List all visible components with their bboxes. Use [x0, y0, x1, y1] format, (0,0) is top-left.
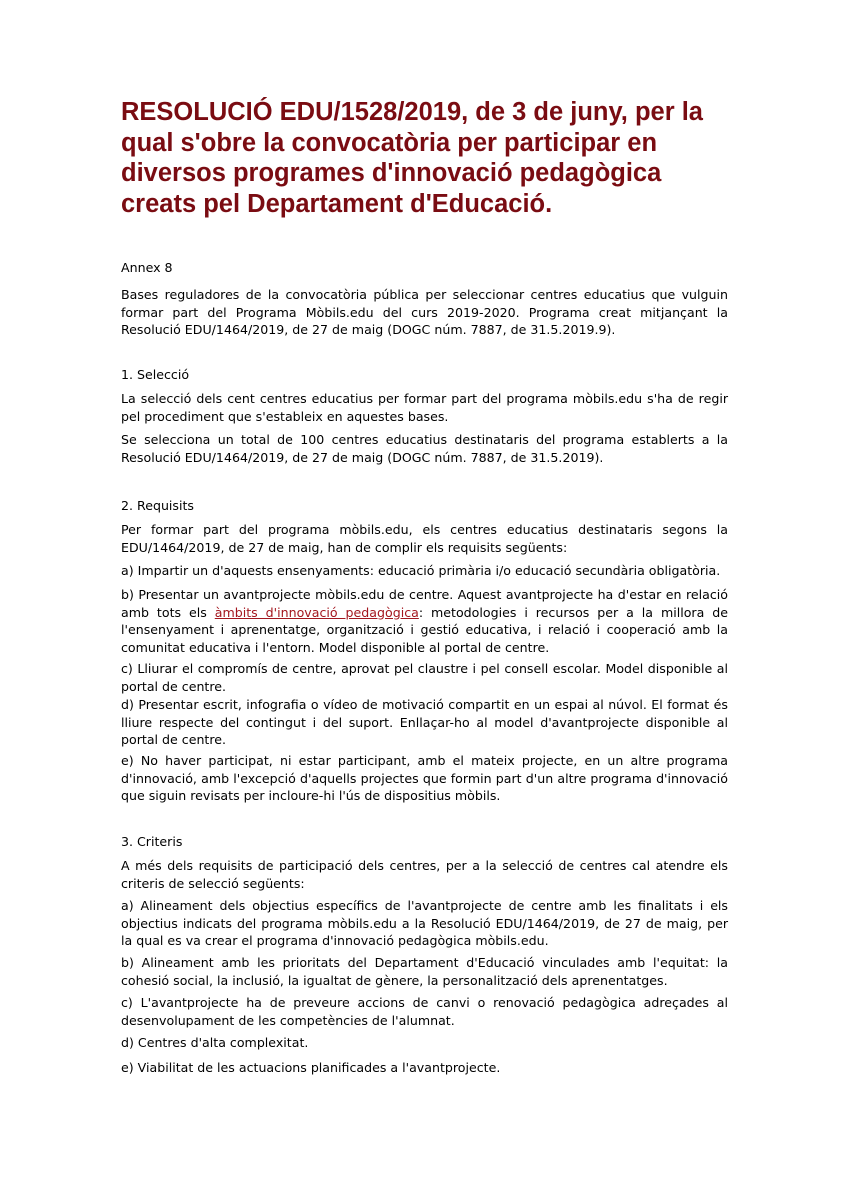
list-item: c) Lliurar el compromís de centre, aprovat pel claustre i pel consell escolar. Model disponible al portal de centre. [121, 661, 728, 694]
paragraph: A més dels requisits de participació dels centres, per a la selecció de centres cal atendre els criteris de selecció següents: [121, 858, 728, 891]
list-item: d) Presentar escrit, infografia o vídeo de motivació compartit en un espai al núvol. El format és lliure respecte del contingut i del suport. Enllaçar-ho al model d'avantprojecte disponible al portal de centre. [121, 697, 728, 748]
page-title: RESOLUCIÓ EDU/1528/2019, de 3 de juny, per la qual s'obre la convocatòria per participar en diversos programes d'innovació pedagògica creats pel Departament d'Educació. [121, 98, 703, 218]
paragraph: La selecció dels cent centres educatius per formar part del programa mòbils.edu s'ha de regir pel procediment que s'estableix en aquestes bases. [121, 391, 728, 424]
list-item: a) Impartir un d'aquests ensenyaments: educació primària i/o educació secundària obligatòria. [121, 563, 721, 578]
list-item: b) Alineament amb les prioritats del Departament d'Educació vinculades amb l'equitat: la cohesió social, la inclusió, la igualtat de gènere, la personalització dels aprenentatges. [121, 955, 728, 988]
annex-label: Annex 8 [121, 260, 173, 275]
section-heading-criteris: 3. Criteris [121, 834, 183, 849]
intro-paragraph: Bases reguladores de la convocatòria pública per seleccionar centres educatius que vulguin formar part del Programa Mòbils.edu del curs 2019-2020. Programa creat mitjançant la Resolució EDU/1464/2019, de 27 de maig (DOGC núm. 7887, de 31.5.2019.9). [121, 287, 728, 338]
list-item: c) L'avantprojecte ha de preveure accions de canvi o renovació pedagògica adreçades al desenvolupament de les competències de l'alumnat. [121, 995, 728, 1028]
list-item: e) Viabilitat de les actuacions planificades a l'avantprojecte. [121, 1060, 501, 1075]
paragraph: Per formar part del programa mòbils.edu, els centres educatius destinataris segons la EDU/1464/2019, de 27 de maig, han de complir els requisits següents: [121, 522, 728, 555]
list-item: a) Alineament dels objectius específics de l'avantprojecte de centre amb les finalitats i els objectius indicats del programa mòbils.edu a la Resolució EDU/1464/2019, de 27 de maig, per la qual es va crear el programa d'innovació pedagògica mòbils.edu. [121, 898, 728, 949]
section-heading-seleccio: 1. Selecció [121, 367, 190, 382]
ambits-innovacio-link[interactable]: àmbits d'innovació pedagògica [214, 604, 419, 620]
paragraph: Se selecciona un total de 100 centres educatius destinataris del programa establerts a la Resolució EDU/1464/2019, de 27 de maig (DOGC núm. 7887, de 31.5.2019). [121, 432, 728, 465]
text-span: : metodologies i recursos per a la millora de l'ensenyament i aprenentatge, organització i gestió educativa, i relació i cooperació amb la comunitat educativa i l'entorn. Model disponible al portal de centre. [121, 604, 728, 655]
list-item: d) Centres d'alta complexitat. [121, 1035, 309, 1050]
section-heading-requisits: 2. Requisits [121, 498, 194, 513]
list-item [121, 586, 728, 656]
list-item: e) No haver participat, ni estar participant, amb el mateix projecte, en un altre programa d'innovació, amb l'excepció d'aquells projectes que formin part d'un altre programa d'innovació que siguin revisats per incloure-hi l'ús de dispositius mòbils. [121, 753, 728, 804]
text-span: b) Presentar un avantprojecte mòbils.edu de centre. Aquest avantprojecte ha d'estar en relació amb tots els [121, 587, 728, 620]
